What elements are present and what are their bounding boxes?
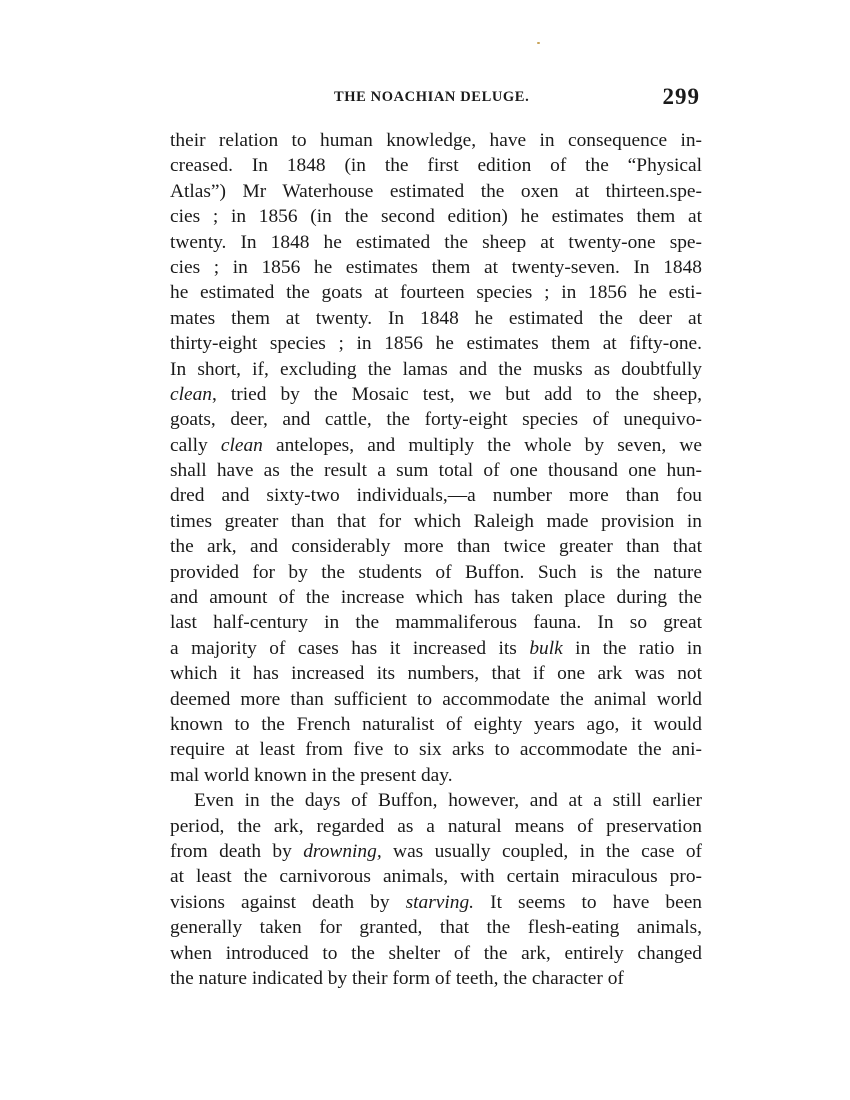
text-line: [170, 636, 702, 661]
text-span: visions against death by: [170, 891, 406, 913]
text-span: he estimated the goats at fourteen species ; in 1856 he esti-: [170, 282, 702, 304]
text-line: [170, 712, 702, 737]
text-line: [170, 534, 702, 559]
paragraph: [170, 128, 702, 788]
text-span: last half-century in the mammaliferous fauna. In so great: [170, 612, 702, 634]
text-line: [170, 890, 702, 915]
text-line: [170, 560, 702, 585]
text-span: , tried by the Mosaic test, we but add to the sheep,: [212, 383, 702, 405]
text-span: shall have as the result a sum total of one thousand one hun-: [170, 460, 702, 482]
running-header: [170, 84, 700, 110]
text-span: cies ; in 1856 he estimates them at twenty-seven. In 1848: [170, 256, 702, 278]
text-span: from death by: [170, 840, 304, 862]
text-line: [170, 839, 702, 864]
italic-text: starving.: [405, 891, 475, 913]
text-span: twenty. In 1848 he estimated the sheep at twenty-one spe-: [170, 231, 702, 253]
text-line: [170, 357, 702, 382]
text-span: times greater than that for which Raleigh made provision in: [170, 510, 702, 532]
text-line: [170, 179, 702, 204]
text-line: [170, 128, 702, 153]
text-span: thirty-eight species ; in 1856 he estimates them at fifty-one.: [170, 333, 702, 355]
body-text: [170, 128, 702, 991]
text-span: In short, if, excluding the lamas and the musks as doubtfully: [170, 358, 702, 380]
text-line: [170, 864, 702, 889]
text-line: [170, 153, 702, 178]
text-line: [170, 661, 702, 686]
text-span: when introduced to the shelter of the ark, entirely changed: [170, 942, 702, 964]
text-span: generally taken for granted, that the flesh-eating animals,: [170, 917, 702, 939]
text-span: dred and sixty-two individuals,—a number more than fou: [170, 485, 702, 507]
text-line: [170, 204, 702, 229]
text-line: [170, 382, 702, 407]
text-line: [170, 280, 702, 305]
text-span: a majority of cases has it increased its: [170, 637, 530, 659]
text-line: [170, 407, 702, 432]
page-number: 299: [662, 84, 700, 109]
text-span: mates them at twenty. In 1848 he estimated the deer at: [170, 307, 702, 329]
text-line: [170, 433, 702, 458]
text-line: [170, 255, 702, 280]
text-line: [170, 814, 702, 839]
text-line: [170, 509, 702, 534]
text-line: [170, 788, 702, 813]
text-line: [170, 585, 702, 610]
text-span: antelopes, and multiply the whole by seven, we: [262, 434, 702, 456]
text-span: Atlas”) Mr Waterhouse estimated the oxen at thirteen.spe-: [170, 180, 702, 202]
text-span: period, the ark, regarded as a natural means of preservation: [170, 815, 702, 837]
text-line: [170, 610, 702, 635]
text-span: the nature indicated by their form of teeth, the character of: [170, 967, 624, 989]
paragraph: [170, 788, 702, 991]
text-span: cies ; in 1856 (in the second edition) he estimates them at: [170, 206, 702, 228]
text-span: known to the French naturalist of eighty years ago, it would: [170, 713, 702, 735]
text-line: [170, 306, 702, 331]
text-span: provided for by the students of Buffon. Such is the nature: [170, 561, 702, 583]
italic-text: clean: [220, 434, 263, 456]
text-line: [170, 737, 702, 762]
text-span: It seems to have been: [474, 891, 702, 913]
text-line: [170, 458, 702, 483]
text-span: require at least from five to six arks to accommodate the ani-: [170, 739, 702, 761]
text-span: cally: [170, 434, 221, 456]
text-line: [170, 941, 702, 966]
text-span: deemed more than sufficient to accommodate the animal world: [170, 688, 702, 710]
text-line: [170, 687, 702, 712]
text-span: creased. In 1848 (in the first edition of the “Physical: [170, 155, 702, 177]
italic-text: clean: [170, 383, 212, 405]
text-span: at least the carnivorous animals, with certain miraculous pro-: [170, 866, 702, 888]
text-span: their relation to human knowledge, have in consequence in-: [170, 130, 702, 151]
italic-text: bulk: [529, 637, 563, 659]
running-title: THE NOACHIAN DELUGE.: [334, 89, 530, 105]
text-line: [170, 230, 702, 255]
ink-speck: [537, 42, 540, 44]
text-line: [170, 763, 702, 788]
text-line: [170, 966, 702, 991]
italic-text: drowning,: [303, 840, 382, 862]
text-line: [170, 483, 702, 508]
text-span: the ark, and considerably more than twice greater than that: [170, 536, 702, 558]
text-line: [170, 915, 702, 940]
text-line: [170, 331, 702, 356]
text-span: Even in the days of Buffon, however, and at a still earlier: [194, 790, 702, 812]
text-span: and amount of the increase which has taken place during the: [170, 587, 702, 609]
text-span: which it has increased its numbers, that if one ark was not: [170, 663, 702, 685]
text-span: in the ratio in: [562, 637, 702, 659]
text-span: mal world known in the present day.: [170, 764, 453, 786]
text-span: goats, deer, and cattle, the forty-eight species of unequivo-: [170, 409, 702, 431]
text-span: was usually coupled, in the case of: [381, 840, 702, 862]
